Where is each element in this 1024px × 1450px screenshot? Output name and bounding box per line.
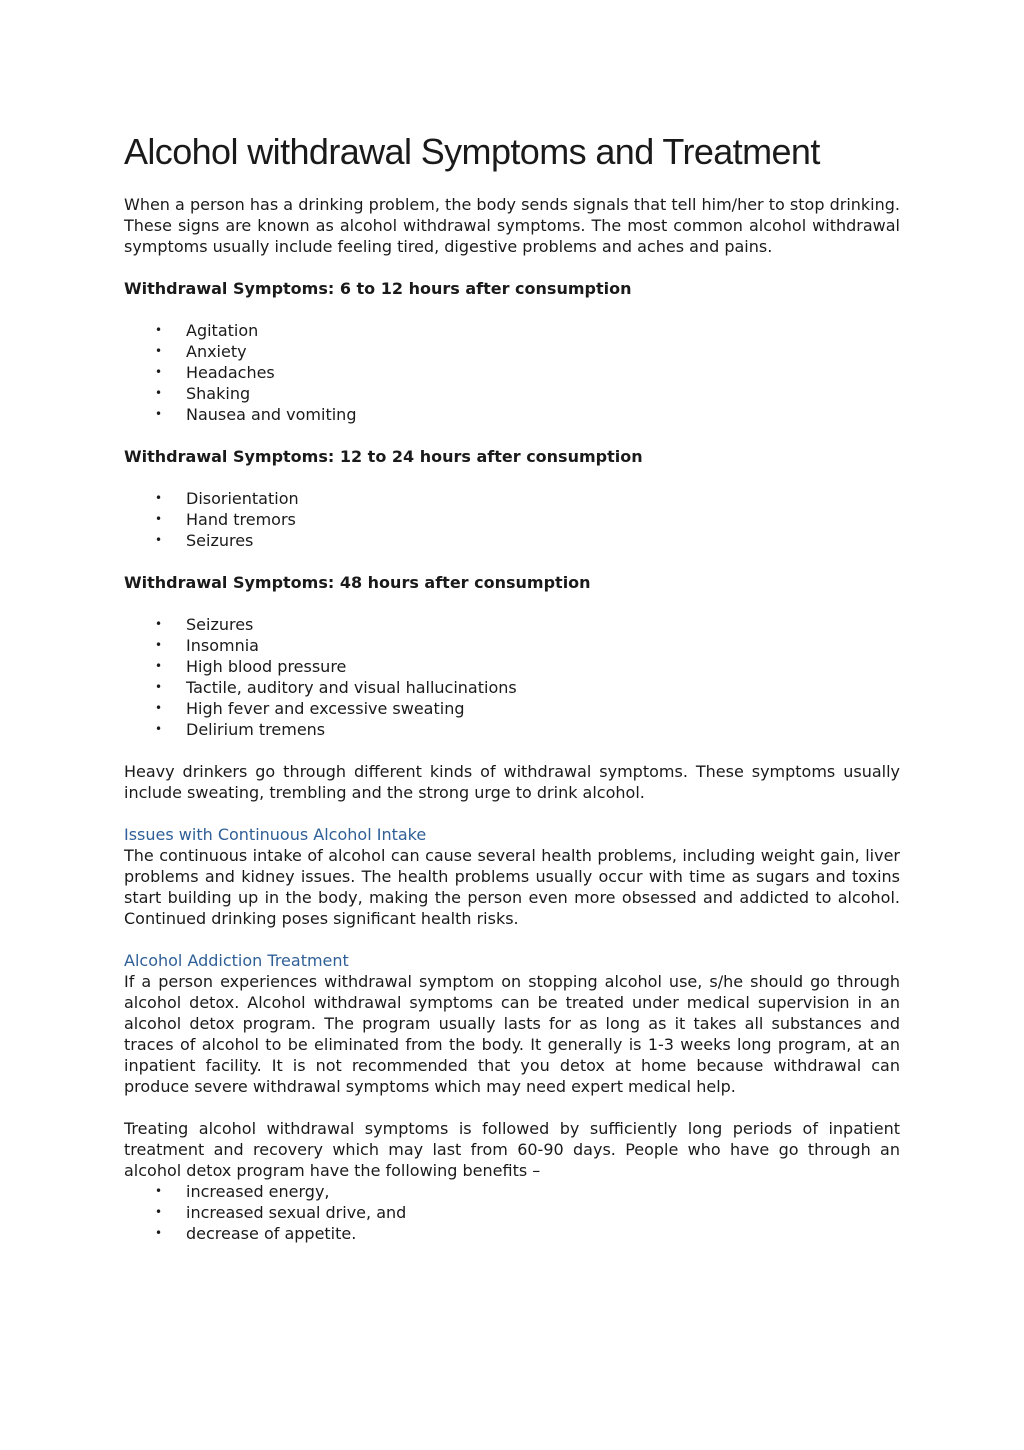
treatment-paragraph: If a person experiences withdrawal symptom on stopping alcohol use, s/he should go through alcohol detox. Alcohol withdrawal symptoms can be treated under medical supervision in an alcohol detox program. The program usually lasts for as long as it takes all substances and traces of alcohol to be eliminated from the body. It generally is 1-3 weeks long program, at an inpatient facility. It is not recommended that you detox at home because withdrawal can produce severe withdrawal symptoms which may need expert medical help. <box>124 972 900 1096</box>
bullet-icon: • <box>155 680 163 694</box>
list-item: • High fever and excessive sweating <box>155 699 465 718</box>
section-heading-12-24h: Withdrawal Symptoms: 12 to 24 hours after consumption <box>124 447 643 466</box>
bullet-icon: • <box>155 701 163 715</box>
issues-paragraph: The continuous intake of alcohol can cause several health problems, including weight gain, liver problems and kidney issues. The health problems usually occur with time as sugars and toxins start building up in the body, making the person even more obsessed and addicted to alcohol. Continued drinking poses significant health risks. <box>124 846 900 928</box>
bullet-icon: • <box>155 512 163 526</box>
list-item: • Headaches <box>155 363 275 382</box>
list-item: • High blood pressure <box>155 657 347 676</box>
treatment-subheading: Alcohol Addiction Treatment <box>124 951 349 970</box>
symptom-list-6-12h <box>124 320 900 425</box>
list-item: • decrease of appetite. <box>155 1224 357 1243</box>
list-item: • Seizures <box>155 615 254 634</box>
section-heading-6-12h: Withdrawal Symptoms: 6 to 12 hours after consumption <box>124 279 632 298</box>
list-item: • Agitation <box>155 321 259 340</box>
list-item: • Nausea and vomiting <box>155 405 357 424</box>
document-title: Alcohol withdrawal Symptoms and Treatment <box>124 131 820 172</box>
issues-subheading: Issues with Continuous Alcohol Intake <box>124 825 427 844</box>
intro-paragraph: When a person has a drinking problem, the body sends signals that tell him/her to stop drinking. These signs are known as alcohol withdrawal symptoms. The most common alcohol withdrawal symptoms usually include feeling tired, digestive problems and aches and pains. <box>124 195 900 256</box>
bullet-icon: • <box>155 638 163 652</box>
list-item: • Tactile, auditory and visual hallucinations <box>155 678 517 697</box>
bullet-icon: • <box>155 1226 163 1240</box>
list-item: • Shaking <box>155 384 251 403</box>
bullet-icon: • <box>155 1184 163 1198</box>
heavy-drinkers-paragraph: Heavy drinkers go through different kinds of withdrawal symptoms. These symptoms usually include sweating, trembling and the strong urge to drink alcohol. <box>124 762 900 802</box>
treatment-benefits-paragraph: Treating alcohol withdrawal symptoms is followed by sufficiently long periods of inpatient treatment and recovery which may last from 60-90 days. People who have go through an alcohol detox program have the following benefits – <box>124 1119 900 1180</box>
document-page <box>124 126 900 1244</box>
list-item: • increased energy, <box>155 1182 330 1201</box>
section-heading-48h: Withdrawal Symptoms: 48 hours after consumption <box>124 573 591 592</box>
bullet-icon: • <box>155 617 163 631</box>
symptom-list-12-24h <box>124 488 900 551</box>
bullet-icon: • <box>155 491 163 505</box>
bullet-icon: • <box>155 344 163 358</box>
bullet-icon: • <box>155 659 163 673</box>
bullet-icon: • <box>155 323 163 337</box>
list-item: • Insomnia <box>155 636 259 655</box>
bullet-icon: • <box>155 365 163 379</box>
list-item: • Seizures <box>155 531 254 550</box>
bullet-icon: • <box>155 722 163 736</box>
bullet-icon: • <box>155 407 163 421</box>
symptom-list-48h <box>124 614 900 740</box>
bullet-icon: • <box>155 1205 163 1219</box>
bullet-icon: • <box>155 386 163 400</box>
benefits-list <box>124 1181 900 1244</box>
list-item: • Delirium tremens <box>155 720 326 739</box>
list-item: • Anxiety <box>155 342 247 361</box>
list-item: • increased sexual drive, and <box>155 1203 407 1222</box>
bullet-icon: • <box>155 533 163 547</box>
list-item: • Hand tremors <box>155 510 296 529</box>
list-item: • Disorientation <box>155 489 299 508</box>
